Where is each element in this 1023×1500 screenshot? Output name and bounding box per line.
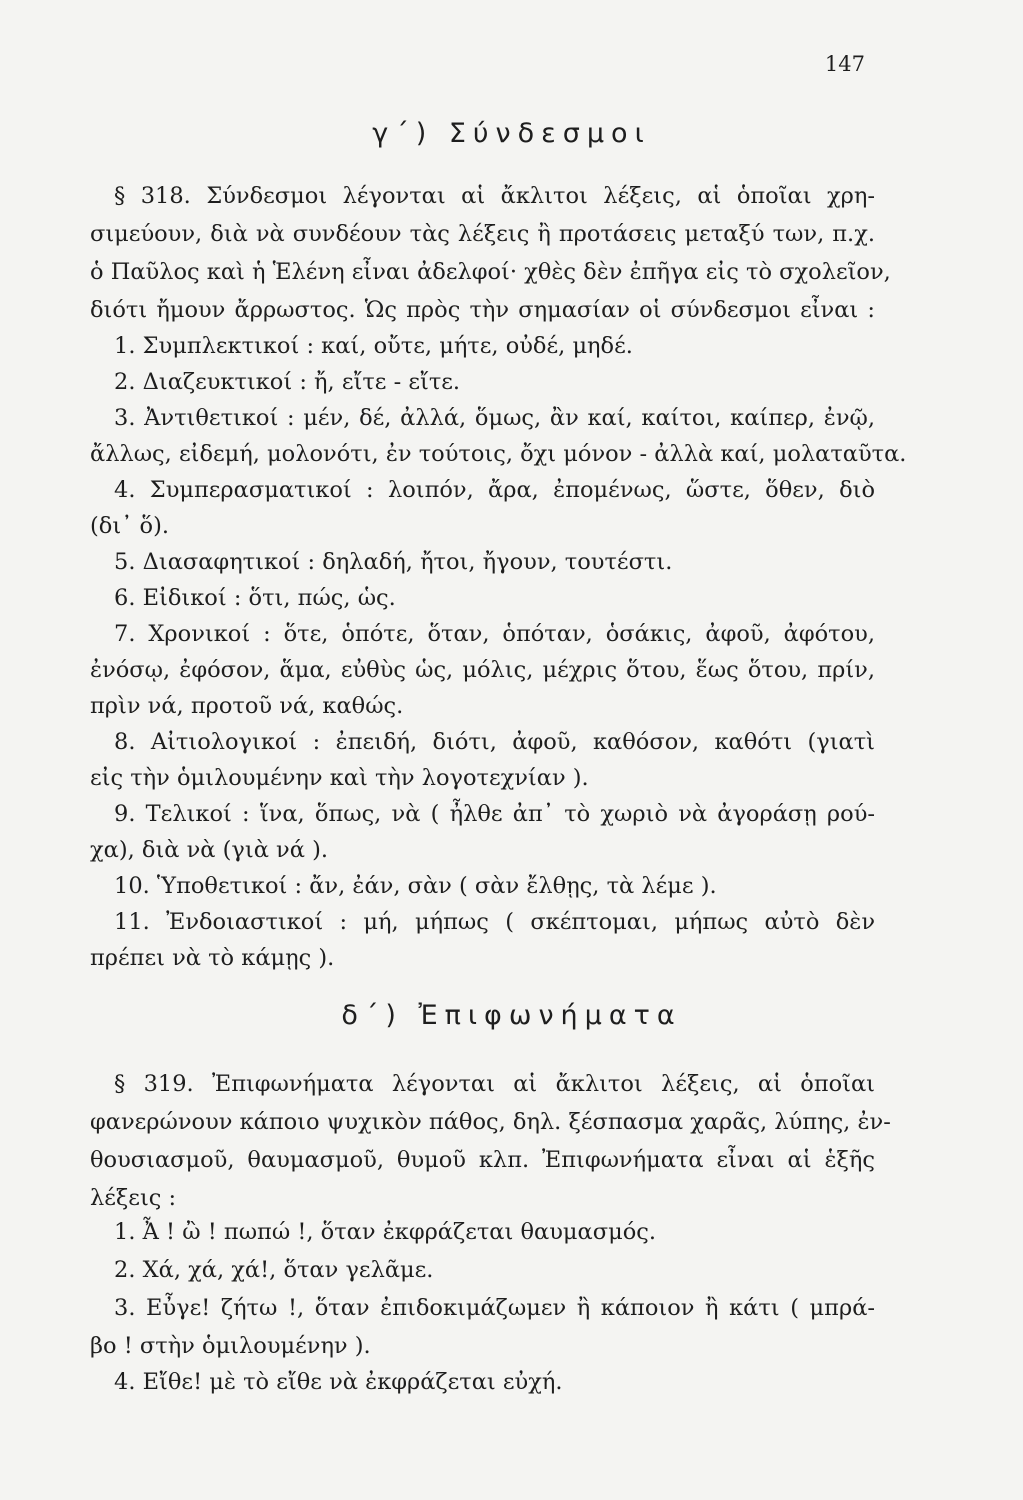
conjunction-item: 9. Τελικοί : ἵνα, ὅπως, νὰ ( ἦλθε ἀπ᾽ τὸ χωριὸ νὰ ἀγοράσῃ ρού- (114, 801, 875, 827)
conjunction-item-continuation: (δι᾽ ὅ). (90, 513, 170, 539)
interjection-item: 3. Εὖγε! ζήτω !, ὅταν ἐπιδοκιμάζωμεν ἢ κάποιον ἢ κάτι ( μπρά- (114, 1295, 875, 1321)
conjunction-item: 7. Χρονικοί : ὅτε, ὁπότε, ὅταν, ὁπόταν, ὁσάκις, ἀφοῦ, ἀφότου, (114, 621, 875, 647)
conjunction-item: 6. Εἰδικοί : ὅτι, πώς, ὡς. (114, 585, 396, 611)
section-heading-epifonimata: δ΄) Ἐπιφωνήματα (341, 1000, 682, 1031)
paragraph-319-line: § 319. Ἐπιφωνήματα λέγονται αἱ ἄκλιτοι λέξεις, αἱ ὁποῖαι (114, 1071, 875, 1097)
conjunction-item: 1. Συμπλεκτικοί : καί, οὔτε, μήτε, οὐδέ, μηδέ. (114, 333, 633, 359)
conjunction-item-continuation: ἄλλως, εἰδεμή, μολονότι, ἐν τούτοις, ὄχι μόνον - ἀλλὰ καί, μολαταῦτα. (90, 441, 907, 467)
page-number: 147 (824, 52, 865, 76)
paragraph-318-line: σιμεύουν, διὰ νὰ συνδέουν τὰς λέξεις ἢ προτάσεις μεταξύ των, π.χ. (90, 221, 875, 247)
paragraph-318-line: διότι ἤμουν ἄρρωστος. Ὡς πρὸς τὴν σημασίαν οἱ σύνδεσμοι εἶναι : (90, 297, 875, 323)
interjection-item: 2. Χά, χά, χά!, ὅταν γελᾶμε. (114, 1257, 434, 1283)
paragraph-319-line: θουσιασμοῦ, θαυμασμοῦ, θυμοῦ κλπ. Ἐπιφωνήματα εἶναι αἱ ἑξῆς (90, 1147, 875, 1173)
conjunction-item-continuation: χα), διὰ νὰ (γιὰ νά ). (90, 837, 328, 863)
interjection-item: 4. Εἴθε! μὲ τὸ εἴθε νὰ ἐκφράζεται εὐχή. (114, 1369, 563, 1395)
paragraph-319-line: φανερώνουν κάποιο ψυχικὸν πάθος, δηλ. ξέσπασμα χαρᾶς, λύπης, ἐν- (90, 1109, 891, 1135)
paragraph-318-line: ὁ Παῦλος καὶ ἡ Ἑλένη εἶναι ἀδελφοί· χθὲς δὲν ἐπῆγα εἰς τὸ σχολεῖον, (90, 259, 891, 285)
interjection-item-continuation: βο ! στὴν ὁμιλουμένην ). (90, 1333, 371, 1359)
interjection-item: 1. Ἆ ! ὢ ! πωπώ !, ὅταν ἐκφράζεται θαυμασμός. (114, 1219, 656, 1245)
conjunction-item: 2. Διαζευκτικοί : ἤ, εἴτε - εἴτε. (114, 369, 461, 395)
paragraph-318-line: § 318. Σύνδεσμοι λέγονται αἱ ἄκλιτοι λέξεις, αἱ ὁποῖαι χρη- (114, 183, 875, 209)
conjunction-item-continuation: πρὶν νά, προτοῦ νά, καθώς. (90, 693, 404, 719)
conjunction-item: 3. Ἀντιθετικοί : μέν, δέ, ἀλλά, ὅμως, ἂν καί, καίτοι, καίπερ, ἐνῷ, (114, 405, 875, 431)
conjunction-item-continuation: εἰς τὴν ὁμιλουμένην καὶ τὴν λογοτεχνίαν ). (90, 765, 589, 791)
conjunction-item: 10. Ὑποθετικοί : ἄν, ἐάν, σὰν ( σὰν ἔλθῃς, τὰ λέμε ). (114, 873, 717, 899)
conjunction-item: 5. Διασαφητικοί : δηλαδή, ἤτοι, ἤγουν, τουτέστι. (114, 549, 673, 575)
conjunction-item: 4. Συμπερασματικοί : λοιπόν, ἄρα, ἐπομένως, ὥστε, ὅθεν, διὸ (114, 477, 875, 503)
conjunction-item: 11. Ἐνδοιαστικοί : μή, μήπως ( σκέπτομαι, μήπως αὐτὸ δὲν (114, 909, 875, 935)
conjunction-item-continuation: πρέπει νὰ τὸ κάμῃς ). (90, 945, 335, 971)
conjunction-item-continuation: ἐνόσῳ, ἐφόσον, ἅμα, εὐθὺς ὡς, μόλις, μέχρις ὅτου, ἕως ὅτου, πρίν, (90, 657, 875, 683)
paragraph-319-line: λέξεις : (90, 1185, 177, 1211)
section-heading-syndesmoi: γ΄) Σύνδεσμοι (372, 118, 651, 149)
conjunction-item: 8. Αἰτιολογικοί : ἐπειδή, διότι, ἀφοῦ, καθόσον, καθότι (γιατὶ (114, 729, 875, 755)
